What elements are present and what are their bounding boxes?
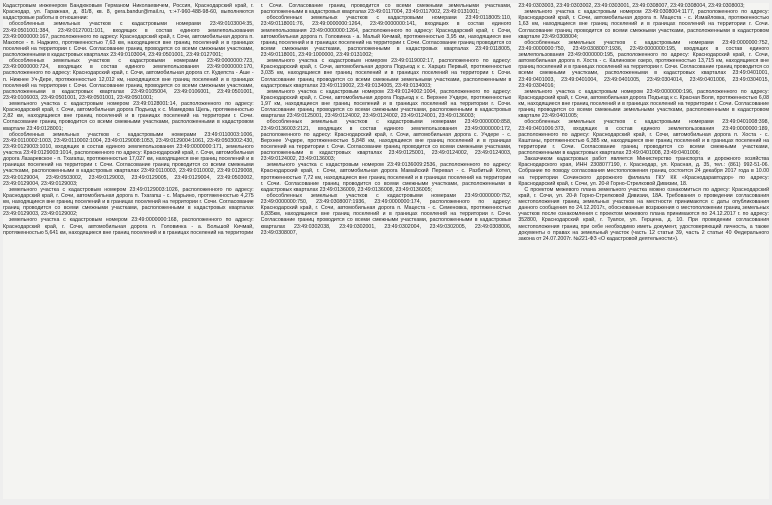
paragraph: земельного участка с кадастровым номером 23:49:0000000:168, расположенного по адресу: Краснодарский край, г. Сочи, автомобильная дорога п. Головинка - а. Большой Кичмай, протяженностью 5,641 км, находящиеся вне границ поселений и в границах поселений на территории (3, 217, 254, 236)
paragraph: обособленных земельных участков с кадастровыми номерами 23:49:0000000:858, 23:49:0136003:2121, входящих в состав единого землепользования 23:49:0000000:172, расположенного по адресу: Краснодарский край, г. Сочи, автомобильная дорога с. Учдере - с. Верхнее Учдере, протяженностью 5,848 км, находящиеся вне границ поселений и в границах поселений на территории г. Сочи. Согласование границ проводится со всеми смежными участками, расположенными в кадастровых кварталах 23:49:0125001, 23:49:0124002, 23:49:0124003, 23:49:0124002, 23:49:0136003; (260, 119, 512, 163)
column-3 (518, 3, 769, 499)
paragraph: земельного участка с кадастровым номером 23:49:0124002:1004, расположенного по адресу: Краснодарский край, г. Сочи, автомобильная дорога Подъезд к с. Верхнее Учдере, протяженностью 1,97 км, находящиеся вне границ поселений и в границах поселений на территории г. Сочи. Согласование границ проводится со всеми смежными участками, расположенными в кадастровых кварталах 23:49:0125001, 23:49:0124002, 23:49:0124002, 23:49:0124001, 23:49:0136003; (260, 88, 512, 120)
paragraph: С проектом межевого плана земельного участка можно ознакомиться по адресу: Краснодарский край, г. Сочи, ул. 20-й Горно-Стрелковой Дивизии, 18А. Требования о проведении согласования местоположения границ земельных участков на местности принимаются с даты опубликования данного сообщения по 24.12.2017г., обоснованные возражения о местоположении границ земельных участков после ознакомления с проектом межевого плана принимаются по 24.12.2017 г. по адресу: 352800, Краснодарский край, г. Туапсе, ул. Герцена, д. 10. При проведении согласования местоположения границ при себе необходимо иметь документ, удостоверяющий личность, а также документы о правах на земельный участок (часть 12 статьи 39, часть 2 статьи 40 Федерального закона от 24.07.2007г. №221-ФЗ «О кадастровой деятельности»). (518, 186, 769, 242)
paragraph: обособленных земельных участков с кадастровыми номерами 23:49:0000000:752, 23:49:0000000:750, 23:49:0308007:1936, 23:49:0000000:174, расположенного по адресу: Краснодарский край, г. Сочи, автомобильная дорога п. Мацеста - с. Семеновка, протяженностью 6,835км, находящиеся вне границ поселений и в границах поселений на территории г. Сочи. Согласование границ проводится со всеми смежными участками, расположенными в кадастровых кварталах 23:49:0302038, 23:49:0302001, 23:49:0302004, 23:49:0302005, 23:49:0308006, 23:49:0308007, (260, 192, 512, 236)
paragraph: обособленных земельных участков с кадастровыми номерами 23:49:0000000:752, 23:49:0000000:750, 23:49:0308007:1936, 23:49:0000000:195, входящих в состав единого землепользования 23:49:0000000:195, расположенного по адресу: Краснодарский край, г. Сочи, автомобильная дорога п. Хоста - с. Калиновое озеро, протяженностью 13,715 км, находящиеся вне границ поселений и в границах поселений на территории г. Сочи. Согласование границ проводится со всеми смежными участками, расположенными в кадастровых кварталах 23:49:0401001, 23:49:0401003, 23:49:0401004, 23:49:0401005, 23:49:0304014, 23:49:0401006, 23:49:0304015, 23:49:0304016; (518, 39, 769, 89)
paragraph: земельного участка с кадастровым номером 23:49:0128001:14, расположенного по адресу: Краснодарский край, г. Сочи, автомобильная дорога Подъезд к с. Мамедова Щель, протяженностью 2,82 км, находящиеся вне границ поселений и в границах поселений на территории г. Сочи. Согласование границ проводится со всеми смежными участками, расположенными в кадастровом квартале 23:49:0128001; (3, 101, 254, 132)
paragraph: 23:49:0303003, 23:49:0303002, 23:49:0303001, 23:49:0308007, 23:49:0308004, 23:49:0308003; (518, 3, 745, 9)
paragraph: Заказчиком кадастровых работ является Министерство транспорта и дорожного хозяйства Краснодарского края, ИНН 2308077190, г. Краснодар, ул. Красная, д. 35, тел.: (861) 992-51-06. Собрание по поводу согласования местоположения границ состоится 24 декабря 2017 года в 10.00 на территории Сочинского дорожного филиала ГКУ КК «Краснодаравтодор» по адресу: Краснодарский край, г. Сочи, ул. 20-й Горно-Стрелковой Дивизии, 18. (518, 156, 769, 187)
paragraph: обособленных земельных участков с кадастровыми номерами 23:49:0118005:110, 23:49:0118001:76, 23:49:0000000:1264, 23:49:0000000:141, входящих в состав единого землепользования 23:49:0000000:1264, расположенного по адресу: Краснодарский край, г. Сочи, автомобильная дорога п. Головинка - а. Малый Кичмай, протяженностью 3,95 км, находящиеся вне границ поселений и в границах поселений на территории г. Сочи. Согласование границ проводится со всеми смежными участками, расположенными в кадастровых кварталах 23:49:0118005, 23:49:0118001, 23:49:1000000, 23:49:0131002; (260, 15, 512, 58)
paragraph: земельного участка с кадастровым номером 23:49:0136009:2536, расположенного по адресу: Краснодарский край, г. Сочи, автомобильная дорога Мамайский Перевал - с. Разбитый Котел, протяженностью 7,72 км, находящиеся вне границ поселений и в границах поселений на территории г. Сочи. Согласование границ проводится со всеми смежными участками, расположенными в кадастровых кварталах 23:49:0136009, 23:49:0136008, 23:49:0136005; (260, 162, 512, 193)
paragraph: обособленных земельных участков с кадастровыми номерами 23:49:0103004:35, 23:49:0501001:384, 23:49:0127001:101, входящих в состав единого землепользования 23:49:0000000:167, расположенного по адресу: Краснодарский край, г. Сочи, автомобильная дорога п. Макопсе - п. Наджиго, протяженностью 7,63 км, находящиеся вне границ поселений и в границах поселений на территории г. Сочи. Согласование границ проводится со всеми смежными участками, расположенными в кадастровых кварталах 23:49:0103004, 23:49:0501001, 23:49:0127001; (3, 21, 254, 58)
paragraph: обособленных земельных участков с кадастровыми номерами 23:49:0000000:723, 23:49:0000000:724, входящих в состав единого землепользования 23:49:0000000:170, расположенного по адресу: Краснодарский край, г. Сочи, автомобильная дорога ст. Кудепста - Аше - п. Нижнее Уч-Дере, протяженностью 12,012 км, находящихся вне границ поселений и в границах поселений на территории г. Сочи. Согласование границ проводится со всеми смежными участками, расположенными в кадастровых кварталах 23:49:0105004, 23:49:0106001, 23:49:0501001, 23:49:0106003, 23:49:0501001, 23:49:0501001, 23:49:0501001; (3, 58, 254, 101)
paragraph: г. Сочи. Согласование границ проводится со всеми смежными земельными участками, расположенными в кадастровых кварталах 23:49:0117004, 23:49:0117002, 23:49:0131001; (260, 3, 512, 16)
paragraph: Кадастровым инженером Бандюковым Германом Николаевичем, Россия, Краснодарский край, г. Краснодар, ул. Гаражная, д. 81/8, кв. 8, gera.bandur@mail.ru, т.:+7-960-488-98-60, выполняются кадастровые работы в отношении: (3, 3, 254, 22)
paragraph: земельного участка с кадастровым номером 23:49:0119002:17, расположенного по адресу: Краснодарский край, г. Сочи, автомобильная дорога Подъезд к с. Харциз Первый, протяженностью 3,035 км, находящиеся вне границ поселений и в границах поселений на территории г. Сочи. Согласование границ проводится со всеми смежными земельными участками, расположенными в кадастровых кварталах 23:49:0119002, 23:49:0134005, 23:49:0134003; (260, 58, 512, 89)
column-2 (261, 3, 512, 499)
paragraph: обособленных земельных участков с кадастровыми номерами 23:49:0110003:1006, 23:49:0110002:1003, 23:49:0110002:1004, 23:49:0129008:1053, 23:49:0129004:1061, 23:49:0503002:430, 23:49:0129003:1010, входящих в состав единого землепользования 23:49:0000000:171, земельного участка 23:49:0129003:1014, расположенного по адресу: Краснодарский край, г. Сочи, автомобильная дорога Лазаревское - п. Тхагапш, протяженностью 17,027 км, находящиеся вне границ поселений и в границах поселений на территории г. Сочи. Согласование границ проводится со всеми смежными участками, расположенными в кадастровых кварталах 23:49:0110003, 23:49:0110002, 23:49:0129008, 23:49:0129004, 23:49:0503002, 23:49:0129003, 23:49:0129005, 23:49:0129004, 23:49:0503002, 23:49:0129004, 23:49:0129003; (3, 131, 254, 187)
paragraph: земельного участка с кадастровым номером 23:49:0308004:1177, расположенного по адресу: Краснодарский край, г. Сочи, автомобильная дорога п. Мацеста - с. Измайловка, протяженностью 1,63 км, находящиеся вне границ поселений и в границах поселений на территории г. Сочи. Согласование границ проводится со всеми смежными участками, расположенными в кадастровом квартале 23:49:0308004; (518, 9, 769, 40)
paragraph: земельного участка с кадастровым номером 23:49:0129003:1026, расположенного по адресу: Краснодарский край, г. Сочи, автомобильная дорога п. Тхагапш - с. Марьино, протяженностью 4,275 км, находящиеся вне границ поселений и в границах поселений на территории г. Сочи. Согласование границ проводится со всеми смежными участками, расположенными в кадастровых кварталах 23:49:0129003, 23:49:0129002; (3, 186, 254, 218)
newspaper-page (3, 3, 769, 499)
paragraph: земельного участка с кадастровым номером 23:49:0000000:196, расположенного по адресу: Краснодарский край, г. Сочи, автомобильная дорога Подъезд к с. Красная Воля, протяженностью 6,08 км, находящиеся вне границ поселений и в границах поселений на территории г. Сочи. Согласование границ проводится со всеми смежными земельными участками, расположенными в кадастровом квартале 23:49:0401005; (518, 88, 769, 120)
column-1 (3, 3, 254, 499)
paragraph: обособленных земельных участков с кадастровыми номерами 23:49:0401008:398, 23:49:0401006:373, входящих в состав единого землепользования 23:49:0000000:189, расположенного по адресу: Краснодарский край, г. Сочи, автомобильная дорога п. Хоста - с. Каштаны, протяженностью 6,385 км, находящиеся вне границ поселений и в границах поселений на территории г. Сочи. Согласование границ проводится со всеми смежными участками, расположенными в кадастровых кварталах 23:49:0401008, 23:49:0401006; (518, 119, 769, 156)
